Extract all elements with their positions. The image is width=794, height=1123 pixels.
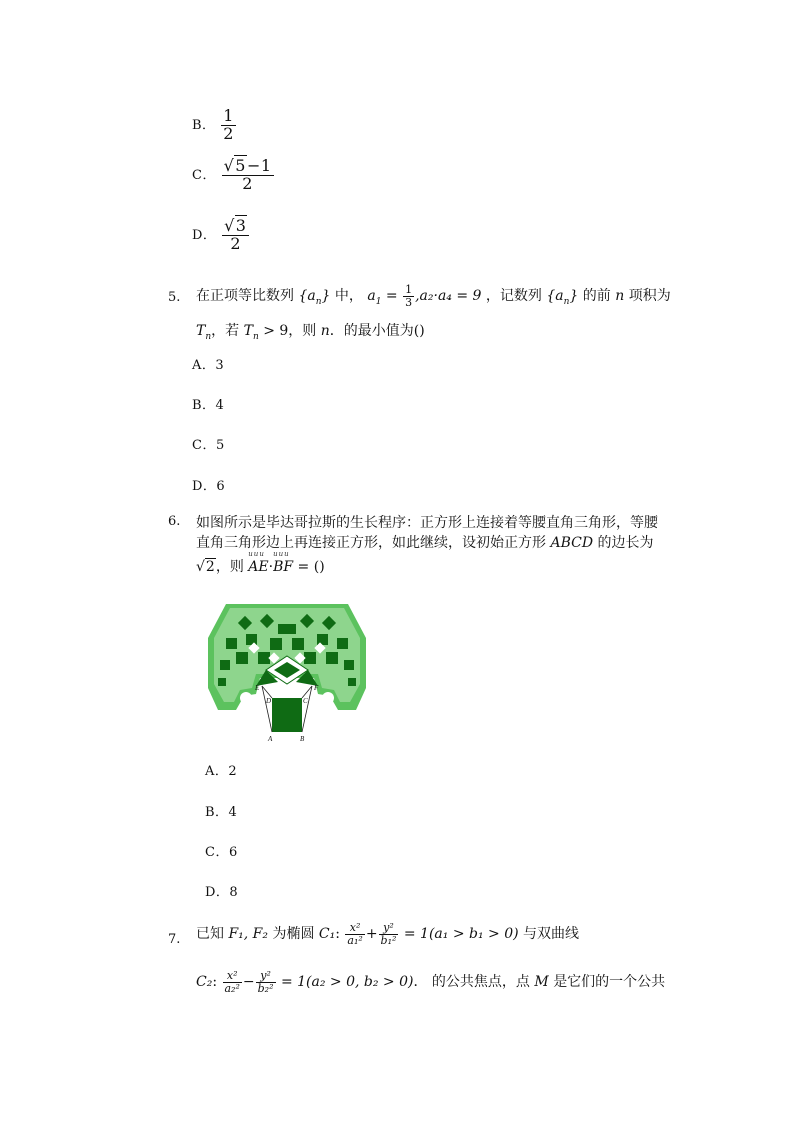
vector-bf: uuu BF — [273, 559, 293, 575]
option-label: D． — [192, 227, 217, 243]
q5-option-c: C．5 — [192, 438, 225, 453]
vector-ae: uuu AE — [248, 559, 268, 575]
square-abcd: ABCD — [550, 535, 594, 551]
q4-option-b — [192, 108, 237, 143]
numerator: √5−1 — [223, 156, 272, 175]
label-f: F — [314, 684, 319, 692]
numerator: √3 — [222, 218, 249, 236]
fraction — [222, 218, 249, 253]
label-e: E — [255, 684, 260, 692]
q4-option-c — [192, 158, 275, 193]
ellipse-c1: C₁ — [318, 926, 336, 943]
label-b: B — [300, 735, 305, 742]
q6-option-a: A．2 — [205, 764, 238, 779]
q5-text: ，记数列 — [485, 288, 542, 305]
q6-line2: 直角三角形边上再连接正方形，如此继续，设初始正方形 ABCD 的边长为 — [196, 535, 654, 551]
q5-option-d: D．6 — [192, 479, 226, 494]
sqrt-2: √2 — [196, 559, 215, 575]
q6-option-b: B．4 — [205, 805, 238, 820]
seq-an-2: $\{a_n\}$ — [546, 288, 579, 307]
q5-number: 5. — [168, 290, 181, 305]
pythagoras-tree-figure — [206, 598, 368, 742]
q6-line1: 如图所示是毕达哥拉斯的生长程序：正方形上连接着等腰直角三角形，等腰 — [196, 515, 658, 531]
q5-line1 — [196, 284, 671, 308]
label-a: A — [268, 735, 273, 742]
cond-a2a4: ,a₂·a₄ = 9 — [415, 288, 482, 305]
q5-text: 的前 — [582, 288, 611, 305]
fraction — [222, 158, 274, 193]
q7-line2: C₂: $\frac{\text{x²}}{\text{a₂²}}$ − $\frac{\text{y²}}{\text{b₂²}}$ = 1(a₂ > 0, b₂ > 0)． 的公共焦点，点 M 是它们的一个公共 — [196, 969, 666, 995]
q7-line1: 已知 F₁, F₂ 为椭圆 C₁: $\frac{\text{x²}}{\text{a₁²}}$ + $\frac{\text{y²}}{\text{b₁²}}$ = 1(a₁ > b₁ > 0) 与双曲线 — [196, 921, 580, 947]
numerator-tail: −1 — [246, 156, 272, 175]
q5-option-a: A．3 — [192, 358, 225, 373]
var-n: n — [615, 288, 625, 305]
denominator: 2 — [230, 233, 242, 253]
fraction-one-third: $\frac{1}{3}$ — [405, 283, 413, 309]
point-m: M — [534, 974, 549, 991]
q5-text: 在正项等比数列 — [196, 288, 294, 305]
q6-option-d: D．8 — [205, 885, 239, 900]
option-label: C． — [192, 167, 216, 183]
q5-option-b: B．4 — [192, 398, 225, 413]
q5-line2: $T_n$，若 $T_n > 9$，则 n．的最小值为() — [196, 323, 425, 342]
label-c: C — [303, 697, 308, 705]
hyperbola-c2: C₂ — [196, 974, 213, 991]
label-d: D — [266, 697, 272, 705]
Tn: $T_n$ — [196, 323, 212, 342]
foci: F₁, F₂ — [228, 926, 269, 943]
q7-number: 7. — [168, 932, 181, 947]
numerator: 1 — [223, 106, 234, 125]
q6-number: 6. — [168, 514, 181, 529]
q5-text: 项积为 — [628, 288, 671, 305]
denominator: 2 — [223, 123, 234, 143]
denominator: 2 — [242, 173, 253, 193]
option-label: B． — [192, 117, 216, 133]
radicand: 5 — [235, 156, 246, 175]
seq-an: $\{a_n\}$ — [298, 288, 331, 307]
q4-option-d — [192, 218, 250, 253]
fraction — [221, 108, 236, 143]
q6-line3: √2，则 uuu AE·uuu BF = () — [196, 556, 325, 576]
q6-option-c: C．6 — [205, 845, 238, 860]
a1: $a_1$ = — [367, 288, 398, 307]
radicand: 3 — [235, 216, 247, 235]
q5-text: 中， — [334, 288, 363, 305]
